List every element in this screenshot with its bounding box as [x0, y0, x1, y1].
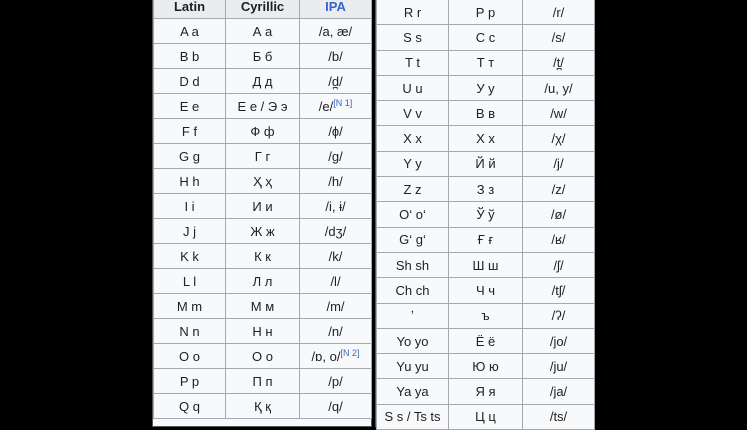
table-row	[154, 319, 372, 344]
table-row	[154, 69, 372, 94]
cyrillic-text: Ҳ ҳ	[253, 173, 272, 189]
cell-cyrillic	[449, 278, 523, 303]
latin-text: S s / Ts ts	[384, 409, 441, 425]
ipa-text: /r/	[552, 4, 565, 20]
cyrillic-text: И и	[252, 198, 273, 214]
cell-latin	[377, 50, 449, 75]
cell-ipa	[523, 126, 595, 151]
cell-cyrillic	[226, 394, 300, 419]
cell-latin	[154, 169, 226, 194]
cell-latin	[154, 344, 226, 369]
cell-latin	[154, 244, 226, 269]
table-row	[154, 344, 372, 369]
cell-cyrillic	[226, 119, 300, 144]
cyrillic-text: Г г	[254, 148, 271, 164]
cell-cyrillic	[449, 303, 523, 328]
cell-ipa	[300, 194, 372, 219]
table-row	[377, 151, 595, 176]
footnote-link[interactable]: [N 1]	[333, 97, 353, 108]
cell-latin	[377, 75, 449, 100]
table-row	[377, 126, 595, 151]
cell-latin	[377, 151, 449, 176]
cyrillic-text: Т т	[476, 55, 495, 71]
latin-text: Z z	[403, 181, 422, 197]
cell-cyrillic	[226, 44, 300, 69]
cell-latin	[377, 252, 449, 277]
latin-text: Yo yo	[396, 333, 429, 349]
cyrillic-text: У у	[476, 80, 495, 96]
ipa-text: /s/	[551, 29, 566, 45]
latin-text: H h	[179, 173, 200, 189]
ipa-text: /k/	[328, 248, 343, 264]
cell-latin	[154, 269, 226, 294]
cell-cyrillic	[226, 269, 300, 294]
table-row	[377, 354, 595, 379]
latin-text: Ch ch	[395, 282, 430, 298]
cyrillic-text: Х х	[476, 131, 495, 147]
cell-ipa	[523, 328, 595, 353]
table-row	[377, 202, 595, 227]
cell-ipa	[523, 151, 595, 176]
cyrillic-text: А а	[252, 23, 273, 39]
cell-ipa	[523, 0, 595, 25]
cell-cyrillic	[226, 194, 300, 219]
cell-latin	[377, 354, 449, 379]
cell-latin	[377, 303, 449, 328]
cell-cyrillic	[226, 219, 300, 244]
ipa-text: /a, æ/	[318, 23, 353, 39]
cell-latin	[377, 25, 449, 50]
latin-text: I i	[184, 198, 195, 214]
latin-text: L l	[182, 273, 197, 289]
cell-cyrillic	[226, 244, 300, 269]
cell-cyrillic	[449, 404, 523, 429]
latin-text: K k	[180, 248, 199, 264]
table-row	[377, 303, 595, 328]
cyrillic-text: Л л	[252, 273, 273, 289]
cyrillic-text: Б б	[252, 48, 273, 64]
cyrillic-text: Я я	[475, 384, 496, 400]
cell-cyrillic	[449, 25, 523, 50]
cell-cyrillic	[226, 319, 300, 344]
latin-text: F f	[181, 123, 198, 139]
cell-ipa	[300, 294, 372, 319]
cell-ipa	[523, 25, 595, 50]
latin-text: B b	[179, 48, 200, 64]
cell-ipa	[523, 404, 595, 429]
cyrillic-text: Ж ж	[250, 223, 275, 239]
cell-cyrillic	[449, 379, 523, 404]
table-row	[154, 369, 372, 394]
table-row	[377, 278, 595, 303]
latin-text: T t	[405, 55, 420, 71]
cyrillic-text: Н н	[252, 323, 273, 339]
cyrillic-text: О о	[252, 348, 273, 364]
cell-latin	[377, 404, 449, 429]
latin-text: X x	[403, 131, 422, 147]
cell-cyrillic	[449, 0, 523, 25]
latin-text: N n	[179, 323, 200, 339]
ipa-text: /b/	[328, 48, 343, 64]
cell-latin	[154, 119, 226, 144]
footnote-link[interactable]: [N 2]	[340, 347, 360, 358]
cell-latin	[154, 19, 226, 44]
latin-text: G g	[179, 148, 200, 164]
ipa-text: /ɸ/	[328, 123, 343, 139]
cyrillic-text: Ю ю	[472, 358, 499, 374]
cell-latin	[154, 319, 226, 344]
cell-ipa	[300, 219, 372, 244]
cell-cyrillic	[226, 94, 300, 119]
cell-latin	[154, 194, 226, 219]
cyrillic-text: Ш ш	[472, 257, 499, 273]
ipa-text: /j/	[553, 156, 564, 172]
cyrillic-text: З з	[476, 181, 495, 197]
cell-cyrillic	[226, 369, 300, 394]
ipa-text: /ja/	[549, 384, 568, 400]
table-row	[377, 25, 595, 50]
cell-ipa	[300, 144, 372, 169]
cyrillic-text: ъ	[481, 308, 490, 324]
cell-latin	[377, 278, 449, 303]
cell-ipa	[300, 394, 372, 419]
ipa-text: /χ/	[551, 131, 566, 147]
cyrillic-text: Ч ч	[475, 282, 496, 298]
latin-text: A a	[180, 23, 199, 39]
cell-cyrillic	[449, 50, 523, 75]
cell-ipa	[523, 50, 595, 75]
latin-text: O‘ o‘	[399, 207, 426, 223]
cell-cyrillic	[449, 101, 523, 126]
alphabet-table-right	[376, 0, 594, 426]
latin-text: D d	[179, 73, 200, 89]
cell-ipa	[300, 319, 372, 344]
alphabet-table-continued	[376, 0, 595, 430]
table-row	[377, 404, 595, 429]
ipa-text: /m/	[326, 298, 345, 314]
cell-ipa	[300, 269, 372, 294]
cell-cyrillic	[449, 126, 523, 151]
cell-ipa	[300, 244, 372, 269]
table-header-row	[154, 0, 372, 19]
ipa-text: /t̪/	[553, 55, 564, 71]
latin-text: V v	[403, 105, 422, 121]
cell-cyrillic	[449, 202, 523, 227]
ipa-text: /ʁ/	[551, 232, 566, 248]
cell-latin	[154, 94, 226, 119]
cell-cyrillic	[449, 328, 523, 353]
cyrillic-text: Е е / Э э	[237, 98, 288, 114]
table-row	[154, 44, 372, 69]
cell-ipa	[523, 379, 595, 404]
cell-ipa	[300, 169, 372, 194]
cyrillic-text: Ф ф	[250, 123, 275, 139]
cell-latin	[154, 144, 226, 169]
ipa-text: /dʒ/	[324, 223, 347, 239]
table-row	[377, 75, 595, 100]
table-row	[377, 177, 595, 202]
table-row	[154, 294, 372, 319]
table-row	[154, 94, 372, 119]
cell-cyrillic	[449, 75, 523, 100]
cyrillic-text: Д д	[252, 73, 273, 89]
cell-latin	[154, 69, 226, 94]
ipa-text: /ʃ/	[553, 257, 564, 273]
cyrillic-text: М м	[250, 298, 275, 314]
ipa-text: /ʔ/	[551, 308, 566, 324]
cell-cyrillic	[226, 169, 300, 194]
cyrillic-text: Ў ў	[476, 207, 495, 223]
ipa-text: /q/	[328, 398, 343, 414]
latin-text: M m	[176, 298, 203, 314]
table-row	[154, 394, 372, 419]
header-ipa-link[interactable]: IPA	[300, 0, 372, 19]
cell-ipa	[523, 278, 595, 303]
ipa-text: /ts/	[549, 409, 568, 425]
table-row	[377, 379, 595, 404]
table-row	[377, 101, 595, 126]
cell-cyrillic	[449, 227, 523, 252]
cell-ipa	[523, 101, 595, 126]
cell-latin	[154, 44, 226, 69]
cell-latin	[154, 219, 226, 244]
latin-text: Yu yu	[396, 358, 429, 374]
ipa-text: /jo/	[549, 333, 568, 349]
cell-ipa	[300, 369, 372, 394]
latin-text: E e	[179, 98, 200, 114]
alphabet-table-left	[153, 0, 371, 426]
latin-text: R r	[403, 4, 422, 20]
alphabet-table	[153, 0, 372, 419]
cyrillic-text: Қ қ	[254, 398, 271, 414]
cell-ipa	[523, 202, 595, 227]
header-latin: Latin	[154, 0, 226, 19]
cell-latin	[377, 227, 449, 252]
cell-cyrillic	[226, 344, 300, 369]
table-row	[154, 244, 372, 269]
cyrillic-text: Ё ё	[475, 333, 496, 349]
table-row	[154, 169, 372, 194]
ipa-text: /e/	[318, 98, 334, 114]
cell-latin	[377, 202, 449, 227]
ipa-text: /g/	[328, 148, 343, 164]
cell-latin	[377, 379, 449, 404]
cell-latin	[377, 177, 449, 202]
cyrillic-text: В в	[475, 105, 496, 121]
table-row	[377, 227, 595, 252]
table-row	[377, 328, 595, 353]
cyrillic-text: К к	[254, 248, 271, 264]
cell-ipa	[300, 94, 372, 119]
cell-cyrillic	[449, 354, 523, 379]
header-cyrillic: Cyrillic	[226, 0, 300, 19]
latin-text: U u	[402, 80, 423, 96]
latin-text: S s	[403, 29, 422, 45]
cell-ipa	[523, 177, 595, 202]
cell-latin	[154, 394, 226, 419]
latin-text: Sh sh	[395, 257, 430, 273]
cell-ipa	[300, 69, 372, 94]
latin-text: Q q	[179, 398, 200, 414]
ipa-text: /n/	[328, 323, 343, 339]
cell-ipa	[300, 44, 372, 69]
table-row	[377, 50, 595, 75]
ipa-text: /u, y/	[544, 80, 573, 96]
cell-cyrillic	[226, 144, 300, 169]
cyrillic-text: Й й	[475, 156, 496, 172]
latin-text: Y y	[403, 156, 422, 172]
cell-ipa	[523, 75, 595, 100]
cell-ipa	[523, 354, 595, 379]
table-row	[377, 0, 595, 25]
table-row	[377, 252, 595, 277]
cell-cyrillic	[449, 252, 523, 277]
table-row	[154, 269, 372, 294]
cell-ipa	[523, 303, 595, 328]
table-row	[154, 219, 372, 244]
ipa-text: /p/	[328, 373, 343, 389]
ipa-text: /l/	[330, 273, 341, 289]
latin-text: G‘ g‘	[399, 232, 426, 248]
latin-text: ʼ	[411, 308, 414, 324]
cyrillic-text: Ц ц	[475, 409, 496, 425]
cell-cyrillic	[226, 294, 300, 319]
table-row	[154, 119, 372, 144]
cell-cyrillic	[449, 151, 523, 176]
ipa-text: /h/	[328, 173, 343, 189]
cell-latin	[377, 126, 449, 151]
table-row	[154, 194, 372, 219]
cell-latin	[154, 294, 226, 319]
cell-cyrillic	[226, 69, 300, 94]
cell-ipa	[300, 19, 372, 44]
cell-ipa	[300, 344, 372, 369]
cell-latin	[154, 369, 226, 394]
ipa-text: /tʃ/	[551, 282, 566, 298]
ipa-text: /ø/	[550, 207, 567, 223]
ipa-text: /z/	[551, 181, 566, 197]
cell-latin	[377, 328, 449, 353]
ipa-text: /ju/	[549, 358, 568, 374]
ipa-text: /ɒ, o/	[311, 348, 341, 364]
cyrillic-text: П п	[252, 373, 273, 389]
table-row	[154, 144, 372, 169]
cell-ipa	[300, 119, 372, 144]
cell-ipa	[523, 227, 595, 252]
ipa-text: /d̪/	[328, 73, 343, 89]
latin-text: Ya ya	[396, 384, 429, 400]
latin-text: P p	[179, 373, 200, 389]
table-row	[154, 19, 372, 44]
cell-cyrillic	[449, 177, 523, 202]
cell-latin	[377, 101, 449, 126]
cell-ipa	[523, 252, 595, 277]
latin-text: O o	[179, 348, 200, 364]
cell-latin	[377, 0, 449, 25]
ipa-text: /w/	[550, 105, 567, 121]
cell-cyrillic	[226, 19, 300, 44]
cyrillic-text: С с	[475, 29, 496, 45]
latin-text: J j	[183, 223, 196, 239]
cyrillic-text: Р р	[475, 4, 496, 20]
cyrillic-text: Ғ ғ	[477, 232, 494, 248]
ipa-text: /i, ɨ/	[325, 198, 346, 214]
